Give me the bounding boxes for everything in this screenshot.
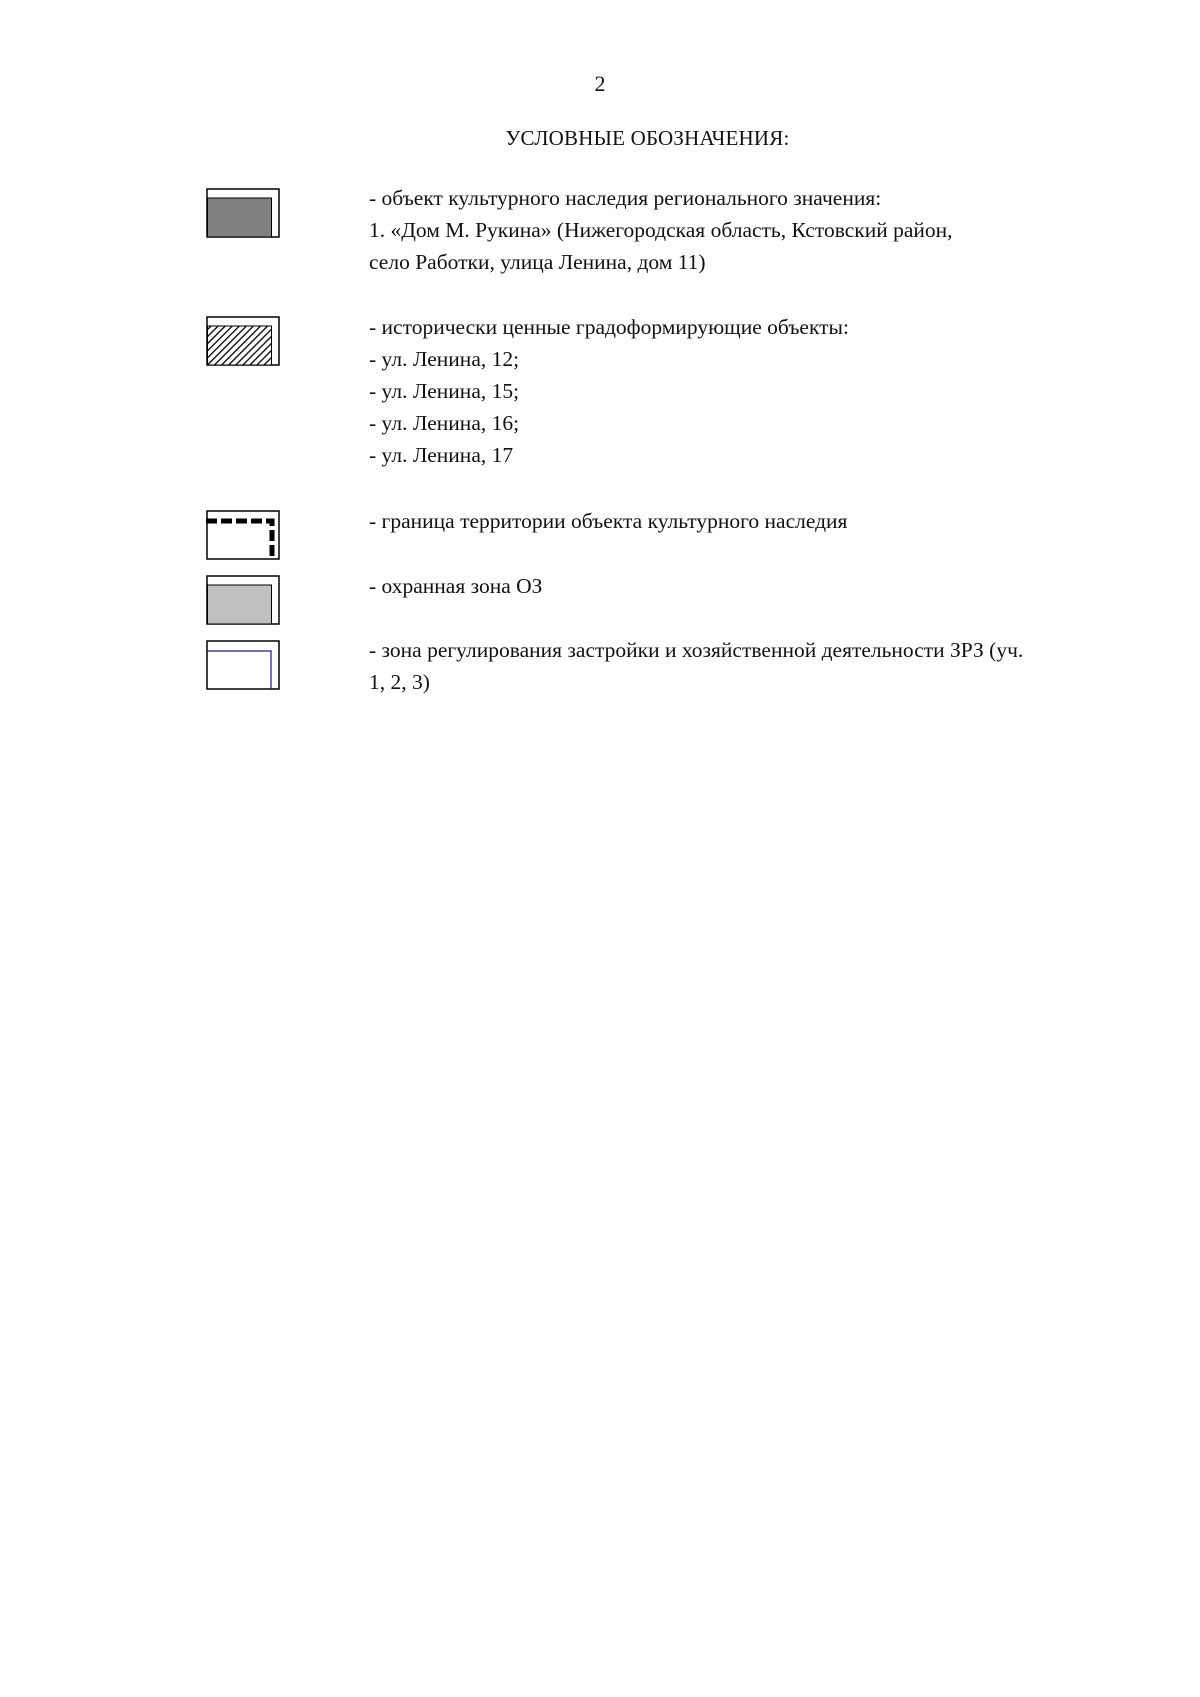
legend-entry-line: - охранная зона ОЗ	[369, 574, 543, 598]
legend-entry-line: - ул. Ленина, 15;	[369, 379, 520, 403]
legend-entry-line: - объект культурного наследия регионального значения:	[369, 186, 882, 210]
historic-object-hatch-icon	[206, 316, 280, 366]
legend-entry-protection-zone	[369, 570, 1129, 602]
cultural-heritage-object-icon	[206, 188, 280, 238]
legend-entry-line: - граница территории объекта культурного наследия	[369, 509, 848, 533]
legend-entry-line: - ул. Ленина, 12;	[369, 347, 520, 371]
legend-entry-line: село Работки, улица Ленина, дом 11)	[369, 250, 706, 274]
legend-entry-line: 1. «Дом М. Рукина» (Нижегородская область, Кстовский район,	[369, 218, 953, 242]
legend-entry-territory-boundary	[369, 505, 1129, 537]
protection-zone-oz-icon	[206, 575, 280, 625]
legend-entry-line: - исторически ценные градоформирующие объекты:	[369, 315, 849, 339]
legend-title: УСЛОВНЫЕ ОБОЗНАЧЕНИЯ:	[505, 126, 790, 150]
legend-entry-line: - ул. Ленина, 16;	[369, 411, 520, 435]
page-number: 2	[594, 71, 606, 96]
legend-entry-line: 1, 2, 3)	[369, 670, 430, 694]
territory-boundary-dashed-icon	[206, 510, 280, 560]
regulation-zone-zrz-icon	[206, 640, 280, 690]
legend-entry-heritage-object	[369, 182, 1129, 278]
legend-entry-line: - ул. Ленина, 17	[369, 443, 514, 467]
legend-entry-historic-objects	[369, 311, 1129, 471]
legend-entry-regulation-zone	[369, 634, 1129, 698]
legend-entry-line: - зона регулирования застройки и хозяйственной деятельности ЗРЗ (уч.	[369, 638, 1024, 662]
